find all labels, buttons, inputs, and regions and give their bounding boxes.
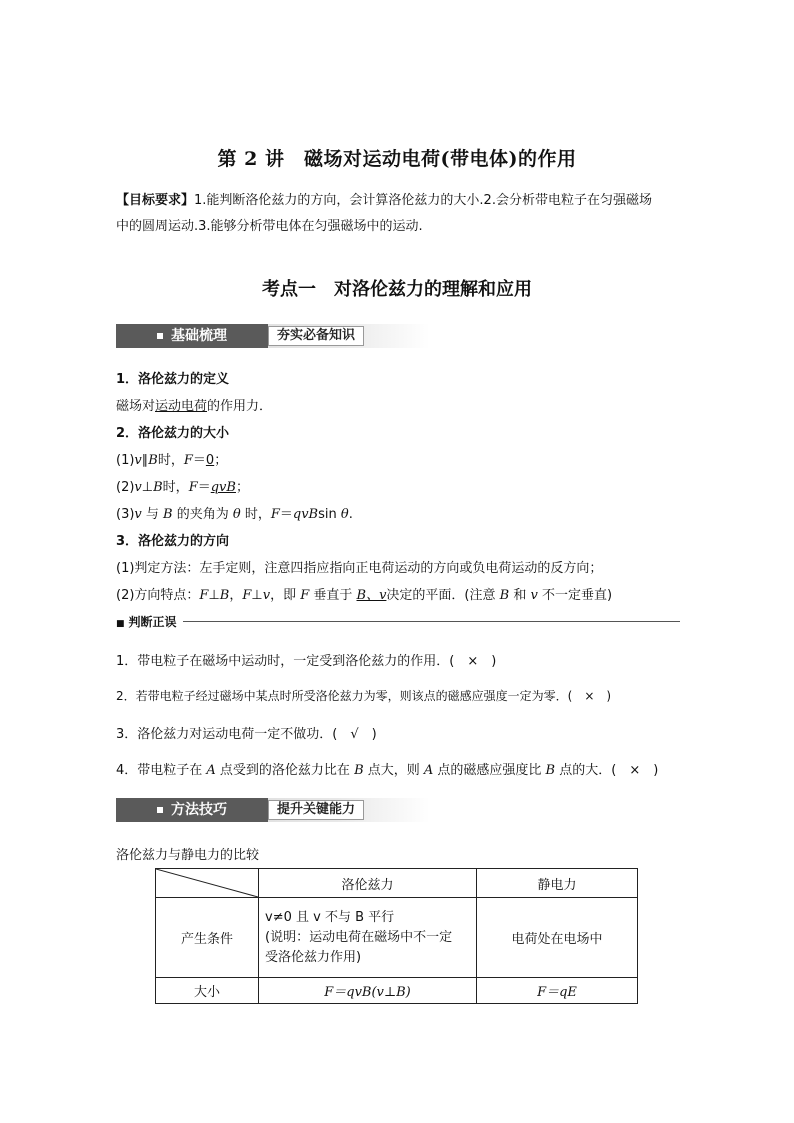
judge-item-2: 2．若带电粒子经过磁场中某点时所受洛伦兹力为零，则该点的磁感应强度一定为零．( × ) [116,689,612,703]
bar-sub-basics: 夯实必备知识 [268,326,364,346]
comparison-table [155,868,638,1004]
bar-main-basics [116,324,268,348]
s1-mid: ∥ [141,453,149,468]
heading-magnitude: 2．洛伦兹力的大小 [116,426,230,441]
goal-paragraph [116,188,681,240]
s1-end: ； [214,453,228,468]
q4-mid2: 点大，则 [363,763,424,778]
q4-b2: B [545,763,556,778]
d2-pre: (2)方向特点： [116,588,200,603]
q4-b: B [354,763,364,778]
def-underlined: 运动电荷 [155,399,208,414]
s1-v: v [134,453,142,468]
d2-f1: F [199,588,209,603]
s2-eq: ＝ [197,480,211,495]
s3-sin: sin [318,507,341,522]
s1-b: B [148,453,158,468]
def-post: 的作用力． [207,399,273,414]
heading-definition: 1．洛伦兹力的定义 [116,372,230,387]
s1-val: 0 [205,453,215,468]
s2-post: 时， [162,480,189,495]
cond-line-2: (说明：运动电荷在磁场中不一定 [265,929,453,945]
section-bar-methods [116,798,430,822]
s2-v: v [134,480,142,495]
table-row-condition [156,898,638,978]
row-label-magnitude: 大小 [156,978,259,1004]
d2-post: 决定的平面．(注意 [386,588,500,603]
d2-v1: v [262,588,271,603]
s2-mid: ⊥ [141,480,154,495]
s3-v: v [134,507,142,522]
s1-pre: (1) [116,453,135,468]
bar-sub-methods: 提升关键能力 [268,800,364,820]
d2-f2: F [242,588,252,603]
cell-lorentz-condition [259,898,477,978]
header-electric: 静电力 [477,869,638,898]
judge-item-4 [116,759,658,778]
d2-and: 和 [509,588,531,603]
d2-f3: F [300,588,310,603]
s3-f: F [270,507,280,522]
s3-theta: θ [232,507,241,522]
section-title: 考点一 对洛伦兹力的理解和应用 [262,279,532,300]
s2-b: B [153,480,163,495]
section-bar-basics [116,324,430,348]
heading-direction: 3．洛伦兹力的方向 [116,534,230,549]
judge-item-1: 1．带电粒子在磁场中运动时，一定受到洛伦兹力的作用．( × ) [116,654,497,669]
judge-item-3: 3．洛伦兹力对运动电荷一定不做功．( √ ) [116,727,377,742]
d2-end: 不一定垂直) [537,588,613,603]
definition-line [116,395,272,414]
d2-underlined: B、v [356,588,387,603]
judge-label: ■ 判断正误 [116,613,183,630]
lesson-title: 第 2 讲 磁场对运动电荷(带电体)的作用 [217,148,577,170]
q4-a: A [206,763,216,778]
s3-eq: ＝ [279,507,293,522]
d2-p1: ⊥ [208,588,220,603]
d2-c1: ， [229,588,243,603]
square-bullet-icon [157,333,163,339]
d2-p2: ⊥ [251,588,263,603]
q4-mid3: 点的磁感应强度比 [433,763,546,778]
q4-pre: 4．带电粒子在 [116,763,207,778]
header-lorentz: 洛伦兹力 [259,869,477,898]
q4-end: 点的大．( × ) [555,763,659,778]
bar-main-label: 方法技巧 [171,802,227,818]
diagonal-corner-cell [156,869,259,898]
def-pre: 磁场对 [116,399,156,414]
s2-pre: (2) [116,480,135,495]
s3-post2: 时， [240,507,271,522]
s3-pre: (3) [116,507,135,522]
s2-f: F [188,480,198,495]
s3-end: . [348,507,353,522]
d2-c2: ，即 [270,588,301,603]
table-caption: 洛伦兹力与静电力的比较 [116,848,260,863]
s3-mid: 与 [141,507,164,522]
goal-line-1: 1.能判断洛伦兹力的方向，会计算洛伦兹力的大小.2.会分析带电粒子在匀强磁场 [194,193,652,208]
s1-post: 时， [157,453,184,468]
d2-mid: 垂直于 [309,588,357,603]
magnitude-case-1 [116,449,227,468]
judge-header [116,613,680,629]
s3-post: 的夹角为 [172,507,233,522]
judge-rule [116,621,680,622]
s1-eq: ＝ [192,453,206,468]
d2-v2: v [530,588,538,603]
magnitude-case-3 [116,503,353,522]
bar-main-label: 基础梳理 [171,328,227,344]
direction-method: (1)判定方法：左手定则，注意四指应指向正电荷运动的方向或负电荷运动的反方向； [116,561,603,576]
magnitude-case-2 [116,476,249,495]
table-header-row [156,869,638,898]
cell-electric-magnitude: F＝qE [477,978,638,1004]
cell-electric-condition: 电荷处在电场中 [477,898,638,978]
cell-lorentz-magnitude: F＝qvB(v⊥B) [259,978,477,1004]
table-row-magnitude [156,978,638,1004]
row-label-condition: 产生条件 [156,898,259,978]
q4-a2: A [423,763,434,778]
s2-end: ； [235,480,249,495]
cond-line-3: 受洛伦兹力作用) [265,949,362,965]
s1-f: F [183,453,193,468]
d2-b1: B [219,588,230,603]
diagonal-line [156,869,258,897]
direction-feature [116,584,612,603]
goal-line-2: 中的圆周运动.3.能够分析带电体在匀强磁场中的运动. [116,219,423,234]
square-bullet-icon [157,807,163,813]
cond-line-1: v≠0 且 v 不与 B 平行 [265,909,395,925]
q4-mid1: 点受到的洛伦兹力比在 [215,763,355,778]
bar-main-methods [116,798,268,822]
s3-b: B [163,507,173,522]
d2-b2: B [499,588,510,603]
goal-label: 【目标要求】 [116,193,195,208]
s3-val: qvB [292,507,319,522]
s2-val: qvB [210,480,236,495]
s3-theta2: θ [340,507,349,522]
judge-label-text: 判断正误 [128,615,177,629]
